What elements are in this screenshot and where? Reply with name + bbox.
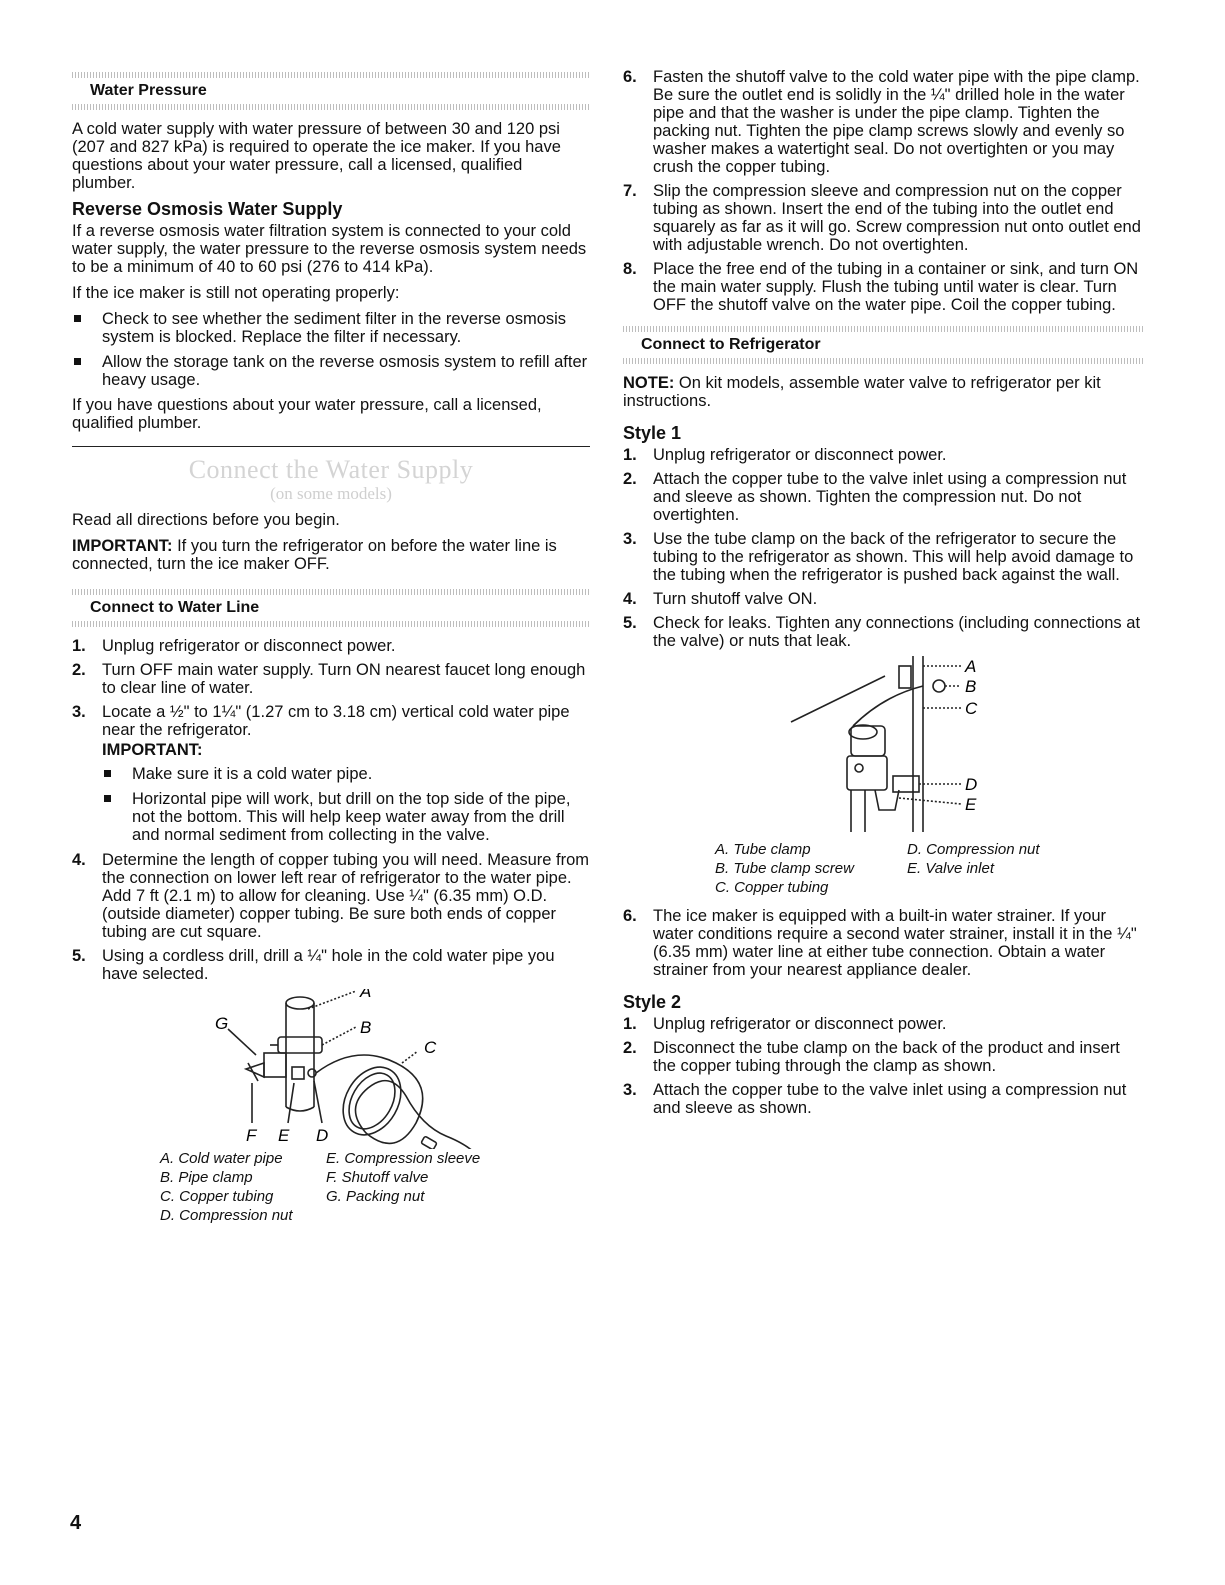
shutoff-valve-figure — [72, 989, 590, 1149]
step-item — [72, 703, 590, 844]
step-text: Use the tube clamp on the back of the refrigerator to secure the tubing to the refrigerator as shown. This will help avoid damage to the tubing when the refrigerator is pushed back against the wall. — [653, 530, 1134, 584]
step-item — [72, 637, 590, 655]
figure-letter-e: E — [278, 1126, 290, 1145]
caption-item: B. Tube clamp screw — [715, 860, 854, 877]
step-text: Slip the compression sleeve and compression nut on the copper tubing as shown. Insert the end of the tubing into the outlet end squarely as far as it will go. Screw compression nut onto outlet end with adjustable wrench. Do not overtighten. — [653, 182, 1141, 254]
step-item — [72, 661, 590, 697]
caption-item: A. Cold water pipe — [160, 1150, 283, 1167]
figure-letter-b: B — [965, 677, 977, 696]
step-item — [72, 947, 590, 983]
step-number: 4. — [72, 851, 86, 869]
step-number: 3. — [623, 530, 637, 548]
step-number: 3. — [623, 1081, 637, 1099]
left-column — [72, 62, 590, 1225]
step-item — [623, 530, 1143, 584]
step-number: 3. — [72, 703, 86, 721]
step-text: Place the free end of the tubing in a container or sink, and turn ON the main water supply. Flush the tubing until water is clear. Turn OFF the shutoff valve on the water pipe. Coil the copper tubing. — [653, 260, 1139, 314]
right-column — [623, 68, 1143, 1123]
step-number: 1. — [72, 637, 86, 655]
important-subheading: IMPORTANT: — [102, 741, 203, 759]
reverse-osmosis-heading: Reverse Osmosis Water Supply — [72, 199, 343, 219]
step-text: Check for leaks. Tighten any connections (including connections at the valve) or nuts that leak. — [653, 614, 1141, 650]
step-text: Locate a ½" to 1¼" (1.27 cm to 3.18 cm) vertical cold water pipe near the refrigerator. — [102, 703, 570, 739]
refrigerator-header — [623, 326, 1143, 364]
figure-letter-c: C — [424, 1038, 437, 1057]
section-rule — [72, 446, 590, 447]
step-text: The ice maker is equipped with a built-in water strainer. If your water conditions require a second water strainer, install it in the ¼" (6.35 mm) water line at either tube connection. Obtain a water strainer from your nearest appliance dealer. — [653, 907, 1137, 979]
step-text: Turn OFF main water supply. Turn ON nearest faucet long enough to clear line of water. — [102, 661, 586, 697]
figure-letter-d: D — [965, 775, 978, 794]
figure-letter-g: G — [215, 1014, 229, 1033]
caption-column — [715, 840, 907, 897]
figure-letter-e: E — [965, 795, 977, 814]
reverse-osmosis-paragraph-3: If you have questions about your water pressure, call a licensed, qualified plumber. — [72, 396, 542, 432]
note-label: NOTE: — [623, 374, 675, 392]
water-line-heading: Connect to Water Line — [90, 599, 260, 616]
water-pressure-paragraph: A cold water supply with water pressure of between 30 and 120 psi (207 and 827 kPa) is required to operate the ice maker. If you have questions about your water pressure, call a licensed, qualified plumber. — [72, 120, 561, 192]
water-line-steps-continued — [623, 68, 1143, 314]
step-number: 8. — [623, 260, 637, 278]
caption-item: D. Compression nut — [907, 841, 1040, 858]
step-number: 6. — [623, 68, 637, 86]
figure-letter-a: A — [360, 989, 372, 1001]
figure-letter-a: A — [965, 657, 977, 676]
water-line-steps — [72, 637, 590, 983]
style-2-steps — [623, 1015, 1143, 1117]
step-number: 5. — [72, 947, 86, 965]
step-item — [623, 260, 1143, 314]
step-item — [623, 907, 1143, 979]
figure-letter-c: C — [965, 699, 978, 718]
important-bullets — [102, 765, 590, 844]
figure-letter-f: F — [246, 1126, 257, 1145]
bullet-item: Make sure it is a cold water pipe. — [102, 765, 590, 783]
hatch-divider — [72, 104, 590, 110]
kit-note — [623, 374, 1143, 410]
step-item — [72, 851, 590, 941]
reverse-osmosis-bullets — [72, 310, 590, 389]
bullet-item: Allow the storage tank on the reverse osmosis system to refill after heavy usage. — [72, 353, 590, 389]
shutoff-valve-caption — [160, 1149, 590, 1225]
note-text: On kit models, assemble water valve to refrigerator per kit instructions. — [623, 374, 1101, 410]
style-1-step-6 — [623, 907, 1143, 979]
refrigerator-heading: Connect to Refrigerator — [641, 336, 821, 353]
water-pressure-header — [72, 72, 590, 110]
step-number: 1. — [623, 446, 637, 464]
section-subtitle: (on some models) — [270, 484, 392, 503]
water-pressure-heading: Water Pressure — [90, 82, 207, 99]
reverse-osmosis-paragraph-2: If the ice maker is still not operating properly: — [72, 284, 400, 302]
shutoff-valve-illustration — [72, 989, 590, 1149]
caption-item: G. Packing nut — [326, 1188, 425, 1205]
step-item — [623, 68, 1143, 176]
step-number: 5. — [623, 614, 637, 632]
caption-item: F. Shutoff valve — [326, 1169, 429, 1186]
water-line-header — [72, 589, 590, 627]
valve-inlet-caption — [715, 840, 1143, 897]
step-text: Disconnect the tube clamp on the back of the product and insert the copper tubing through the clamp as shown. — [653, 1039, 1120, 1075]
reverse-osmosis-paragraph: If a reverse osmosis water filtration system is connected to your cold water supply, the water pressure to the reverse osmosis system needs to be a minimum of 40 to 60 psi (276 to 414 kPa). — [72, 222, 587, 276]
valve-inlet-figure — [623, 656, 1143, 840]
step-number: 2. — [72, 661, 86, 679]
style-1-steps — [623, 446, 1143, 650]
step-text: Unplug refrigerator or disconnect power. — [102, 637, 396, 655]
caption-item: E. Compression sleeve — [326, 1150, 481, 1167]
bullet-item: Check to see whether the sediment filter in the reverse osmosis system is blocked. Replace the filter if necessary. — [72, 310, 590, 346]
important-note — [72, 537, 590, 573]
style-2-heading: Style 2 — [623, 992, 682, 1012]
step-number: 6. — [623, 907, 637, 925]
figure-letter-b: B — [360, 1018, 372, 1037]
step-item — [623, 1015, 1143, 1033]
section-title: Connect the Water Supply — [188, 455, 474, 484]
caption-item: C. Copper tubing — [715, 879, 829, 896]
hatch-divider — [623, 358, 1143, 364]
caption-item: E. Valve inlet — [907, 860, 994, 877]
step-text: Unplug refrigerator or disconnect power. — [653, 446, 947, 464]
step-text: Fasten the shutoff valve to the cold water pipe with the pipe clamp. Be sure the outlet end is solidly in the ¼" drilled hole in the water pipe and that the washer is under the pipe clamp. Tighten the packing nut. Tighten the pipe clamp screws slowly and evenly so washer makes a watertight seal. Do not overtighten or you may crush the copper tubing. — [653, 68, 1140, 176]
step-number: 2. — [623, 1039, 637, 1057]
step-item — [623, 590, 1143, 608]
step-text: Attach the copper tube to the valve inlet using a compression nut and sleeve as shown. Tighten the compression nut. Do not overtighten. — [653, 470, 1127, 524]
hatch-divider — [72, 621, 590, 627]
page-number: 4 — [70, 1512, 82, 1534]
step-item — [623, 614, 1143, 650]
step-item — [623, 182, 1143, 254]
read-all-directions: Read all directions before you begin. — [72, 511, 340, 529]
step-item — [623, 446, 1143, 464]
caption-item: D. Compression nut — [160, 1207, 293, 1224]
step-item — [623, 1039, 1143, 1075]
important-label: IMPORTANT: — [72, 537, 173, 555]
step-number: 2. — [623, 470, 637, 488]
style-1-heading: Style 1 — [623, 423, 682, 443]
caption-item: C. Copper tubing — [160, 1188, 274, 1205]
step-text: Determine the length of copper tubing you will need. Measure from the connection on lower left rear of refrigerator to the water pipe. Add 7 ft (2.1 m) to allow for cleaning. Use ¼" (6.35 mm) O.D. (outside diameter) copper tubing. Be sure both ends of copper tubing are cut square. — [102, 851, 590, 941]
step-text: Turn shutoff valve ON. — [653, 590, 818, 608]
bullet-item: Horizontal pipe will work, but drill on the top side of the pipe, not the bottom. This will help keep water away from the drill and normal sediment from collecting in the valve. — [102, 790, 590, 844]
caption-column — [160, 1149, 326, 1225]
figure-letter-d: D — [316, 1126, 329, 1145]
step-text: Using a cordless drill, drill a ¼" hole in the cold water pipe you have selected. — [102, 947, 555, 983]
step-item — [623, 1081, 1143, 1117]
step-text: Attach the copper tube to the valve inlet using a compression nut and sleeve as shown. — [653, 1081, 1127, 1117]
step-number: 4. — [623, 590, 637, 608]
step-item — [623, 470, 1143, 524]
step-number: 1. — [623, 1015, 637, 1033]
caption-column — [907, 840, 1097, 897]
caption-item: B. Pipe clamp — [160, 1169, 253, 1186]
step-text: Unplug refrigerator or disconnect power. — [653, 1015, 947, 1033]
important-text: If you turn the refrigerator on before the water line is connected, turn the ice maker OFF. — [72, 537, 557, 573]
valve-inlet-illustration — [623, 656, 1143, 840]
step-number: 7. — [623, 182, 637, 200]
caption-column — [326, 1149, 506, 1225]
caption-item: A. Tube clamp — [715, 841, 811, 858]
